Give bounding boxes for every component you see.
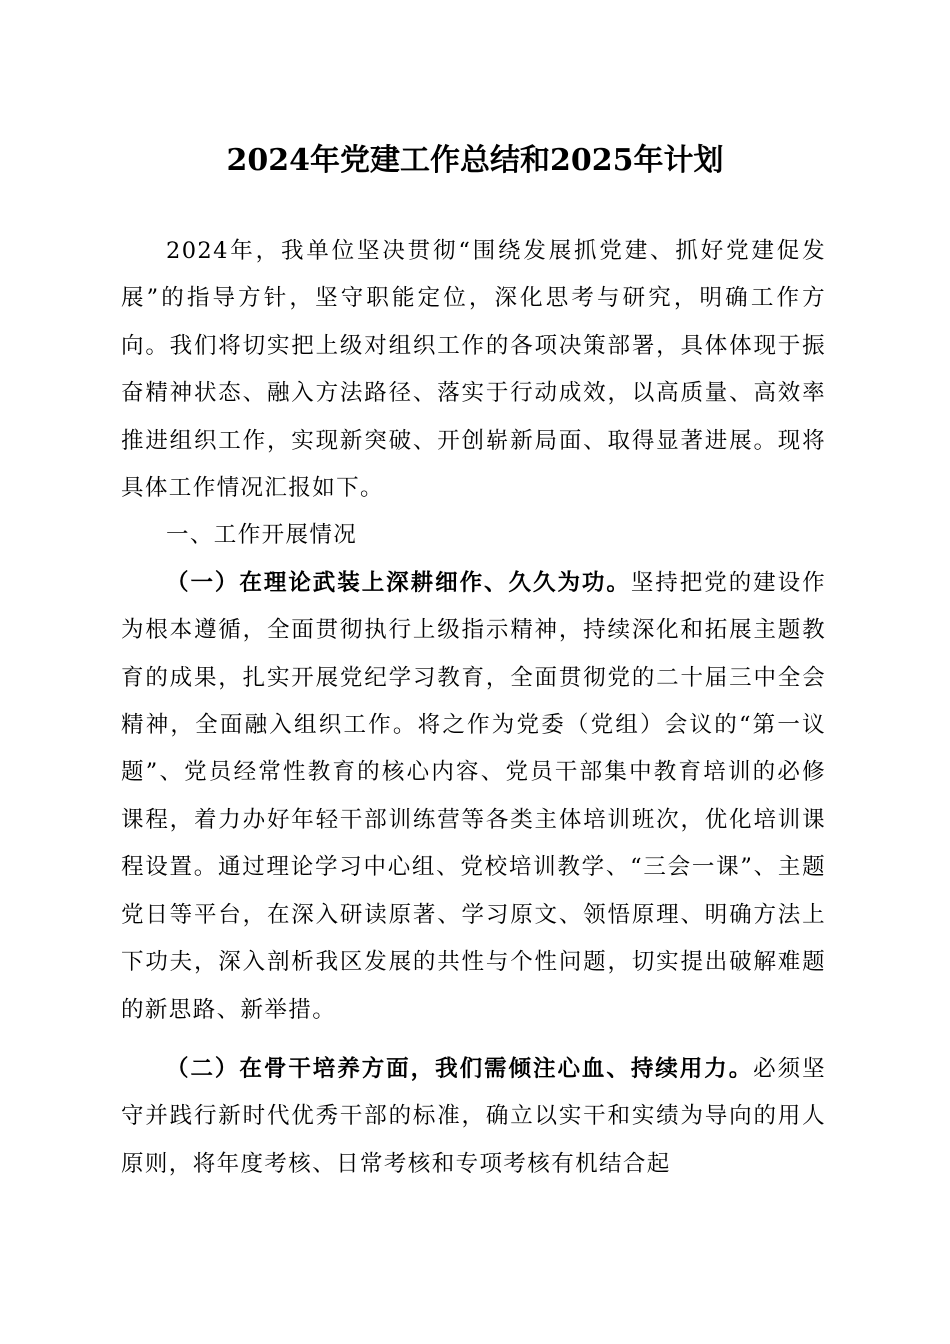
- item-2-body: 必须坚守并践行新时代优秀干部的标准，确立以实干和实绩为导向的用人原则，将年度考核、日常考核和专项考核有机结合起: [121, 1055, 827, 1177]
- document-title: 2024年党建工作总结和2025年计划: [226, 143, 724, 178]
- intro-paragraph: 2024年，我单位坚决贯彻“围绕发展抓党建、抓好党建促发展”的指导方针，坚守职能定位，深化思考与研究，明确工作方向。我们将切实把上级对组织工作的各项决策部署，具体体现于振奋精神状态、融入方法路径、落实于行动成效，以高质量、高效率推进组织工作，实现新突破、开创崭新局面、取得显著进展。现将具体工作情况汇报如下。: [121, 238, 826, 502]
- section-heading: 一、工作开展情况: [166, 522, 358, 549]
- item-1-paragraph: [121, 560, 826, 1034]
- document-body: [121, 228, 826, 1188]
- item-1-body: 坚持把党的建设作为根本遵循，全面贯彻执行上级指示精神，持续深化和拓展主题教育的成果，扎实开展党纪学习教育，全面贯彻党的二十届三中全会精神，全面融入组织工作。将之作为党委（党组）会议的“第一议题”、党员经常性教育的核心内容、党员干部集中教育培训的必修课程，着力办好年轻干部训练营等各类主体培训班次，优化培训课程设置。通过理论学习中心组、党校培训教学、“三会一课”、主题党日等平台，在深入研读原著、学习原文、领悟原理、明确方法上下功夫，深入剖析我区发展的共性与个性问题，切实提出破解难题的新思路、新举措。: [121, 569, 826, 1023]
- item-2-paragraph: [121, 1046, 826, 1188]
- item-2-lead: （二）在骨干培养方面，我们需倾注心血、持续用力。: [166, 1055, 754, 1082]
- item-1-lead: （一）在理论武装上深耕细作、久久为功。: [166, 569, 631, 596]
